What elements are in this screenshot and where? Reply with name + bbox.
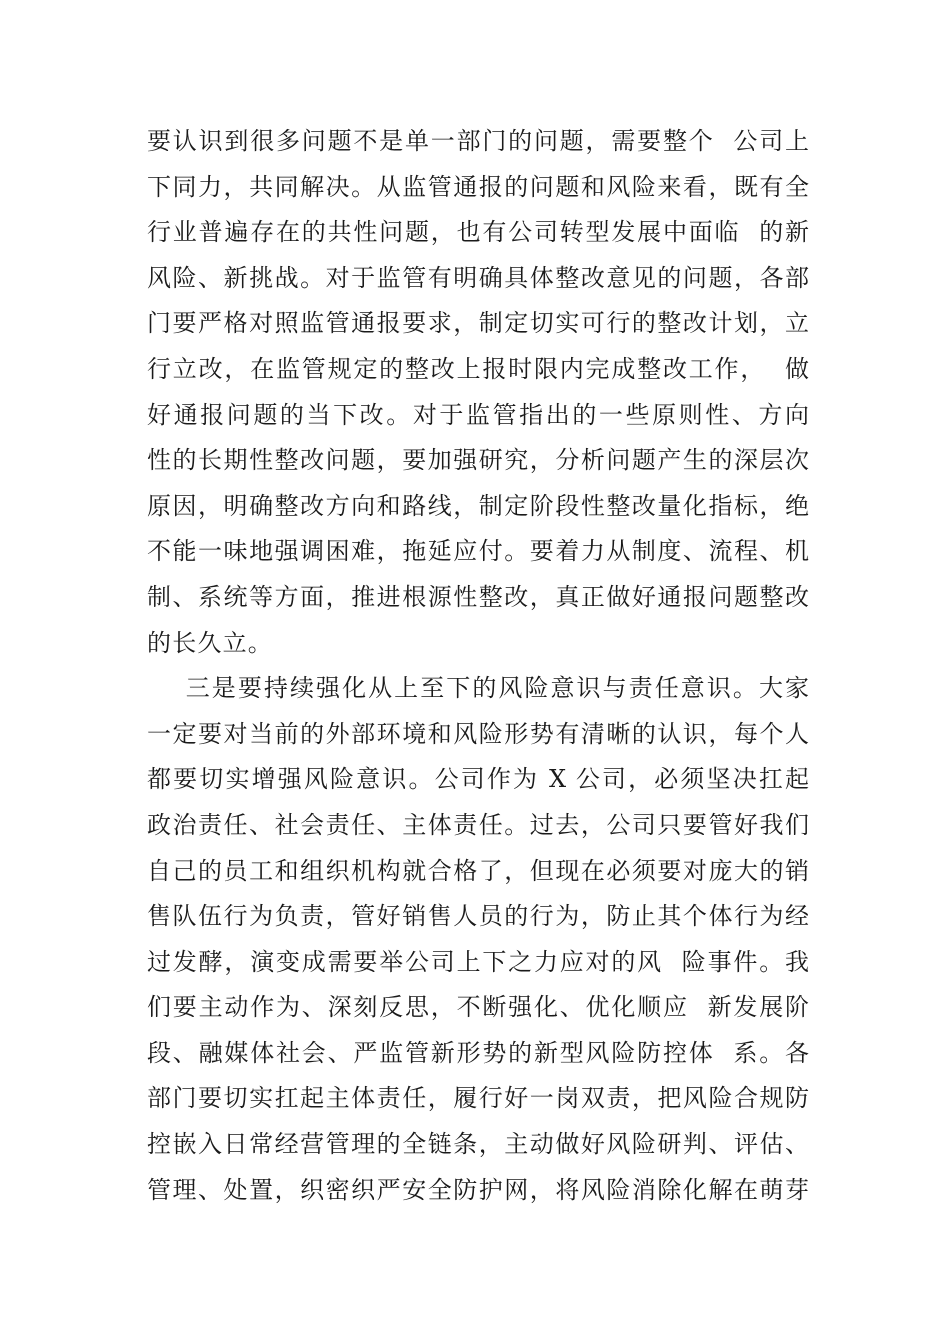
- text-line: 段、融媒体社会、严监管新形势的新型风险防控体 系。各: [147, 1038, 809, 1067]
- text-line: 性的长期性整改问题，要加强研究，分析问题产生的深层次: [147, 446, 809, 475]
- text-line: 自己的员工和组织机构就合格了，但现在必须要对庞大的销: [147, 856, 809, 885]
- text-line: 都要切实增强风险意识。公司作为 X 公司，必须坚决扛起: [147, 765, 809, 794]
- text-line: 一定要对当前的外部环境和风险形势有清晰的认识，每个人: [147, 719, 809, 748]
- text-line: 过发酵，演变成需要举公司上下之力应对的风 险事件。我: [147, 947, 809, 976]
- text-line: 政治责任、社会责任、主体责任。过去，公司只要管好我们: [147, 810, 809, 839]
- paragraph-first-line: 三是要持续强化从上至下的风险意识与责任意识。大家: [147, 674, 809, 703]
- text-line: 风险、新挑战。对于监管有明确具体整改意见的问题，各部: [147, 263, 809, 292]
- text-line: 原因，明确整改方向和路线，制定阶段性整改量化指标，绝: [147, 491, 809, 520]
- text-line: 好通报问题的当下改。对于监管指出的一些原则性、方向: [147, 400, 809, 429]
- text-line: 下同力，共同解决。从监管通报的问题和风险来看，既有全: [147, 172, 809, 201]
- text-line: 行业普遍存在的共性问题，也有公司转型发展中面临 的新: [147, 218, 809, 247]
- text-line: 不能一味地强调困难，拖延应付。要着力从制度、流程、机: [147, 537, 809, 566]
- text-line: 们要主动作为、深刻反思，不断强化、优化顺应 新发展阶: [147, 993, 809, 1022]
- body-text: [147, 119, 809, 1213]
- text-line: 售队伍行为负责，管好销售人员的行为，防止其个体行为经: [147, 902, 809, 931]
- text-line: 部门要切实扛起主体责任，履行好一岗双责，把风险合规防: [147, 1084, 809, 1113]
- text-line: 控嵌入日常经营管理的全链条，主动做好风险研判、评估、: [147, 1130, 809, 1159]
- text-line: 管理、处置，织密织严安全防护网，将风险消除化解在萌芽: [147, 1175, 809, 1204]
- text-line: 的长久立。: [147, 628, 273, 657]
- text-line: 行立改，在监管规定的整改上报时限内完成整改工作， 做: [147, 354, 809, 383]
- text-line: 门要严格对照监管通报要求，制定切实可行的整改计划，立: [147, 309, 809, 338]
- text-line: 要认识到很多问题不是单一部门的问题，需要整个 公司上: [147, 127, 809, 155]
- text-line: 制、系统等方面，推进根源性整改，真正做好通报问题整改: [147, 582, 809, 611]
